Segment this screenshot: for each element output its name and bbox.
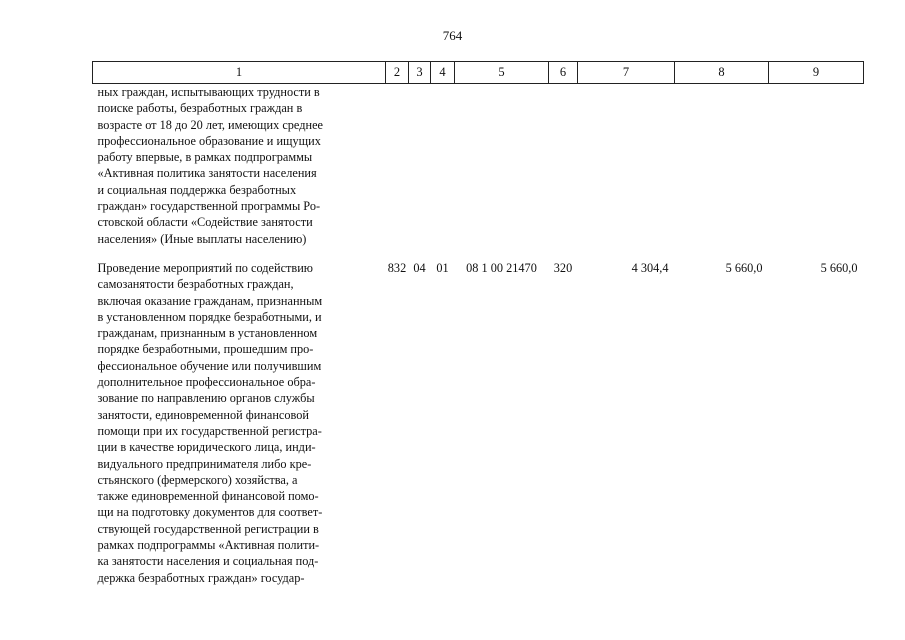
page-number: 764 [442,28,463,43]
description-line: держка безработных граждан» государ- [97,570,305,585]
description-line: рамках подпрограммы «Активная полити- [97,538,320,553]
description-line: стьянского (фермерского) хозяйства, а [97,472,298,487]
description-line: граждан» государственной программы Ро- [97,199,321,214]
description-line: Проведение мероприятий по содействию [97,260,313,275]
cell-amount-3: 5 660,0 [820,260,858,275]
table-row [93,260,864,586]
cell-target-article [455,84,549,260]
cell-expense-type [549,84,578,260]
description-line: порядке безработными, прошедшим про- [97,342,314,357]
row-description [93,260,386,586]
description-line: работу впервые, в рамках подпрограммы [97,150,313,165]
description-line: щи на подготовку документов для соответ- [97,505,323,520]
description-line: включая оказание гражданам, признанным [97,293,323,308]
description-line: ции в качестве юридического лица, инди- [97,440,316,455]
description-line: в установленном порядке безработными, и [97,309,322,324]
description-line: ствующей государственной регистрации в [97,521,319,536]
column-header-7: 7 [578,62,675,84]
description-line: помощи при их государственной регистра- [97,423,322,438]
cell-amount-1: 4 304,4 [631,260,669,275]
cell-subsection: 01 [436,260,449,275]
column-header-5: 5 [455,62,549,84]
cell-subsection [431,84,455,260]
budget-table [92,61,864,586]
row-description [93,84,386,260]
description-line: профессиональное образование и ищущих [97,133,321,148]
description-line: стовской области «Содействие занятости [97,215,313,230]
cell-amount-2 [675,84,769,260]
column-header-6: 6 [549,62,578,84]
description-line: занятости, единовременной финансовой [97,407,309,422]
description-line: поиске работы, безработных граждан в [97,101,303,116]
column-header-2: 2 [386,62,409,84]
cell-expense-type: 320 [553,260,573,275]
cell-section [409,84,431,260]
cell-amount-1 [578,84,675,260]
description-line: ка занятости населения и социальная под- [97,554,319,569]
cell-amount-2: 5 660,0 [725,260,763,275]
column-header-9: 9 [769,62,864,84]
cell-section: 04 [413,260,426,275]
description-line: также единовременной финансовой помо- [97,489,319,504]
description-line: «Активная политика занятости населения [97,166,317,181]
description-line: видуального предпринимателя либо кре- [97,456,312,471]
cell-amount-3 [769,84,864,260]
column-header-4: 4 [431,62,455,84]
description-line: фессиональное обучение или получившим [97,358,322,373]
column-header-1: 1 [93,62,386,84]
column-header-8: 8 [675,62,769,84]
cell-ministry-code: 832 [387,260,407,275]
description-line: ных граждан, испытывающих трудности в [97,85,320,99]
cell-ministry-code [386,84,409,260]
description-line: населения» (Иные выплаты населению) [97,231,307,246]
description-line: гражданам, признанным в установленном [97,326,318,341]
description-line: зование по направлению органов службы [97,391,315,406]
description-line: и социальная поддержка безработных [97,182,297,197]
column-header-3: 3 [409,62,431,84]
description-line: возрасте от 18 до 20 лет, имеющих среднее [97,117,323,132]
table-header-row [93,62,864,84]
table-row [93,84,864,260]
cell-target-article: 08 1 00 21470 [466,260,537,275]
description-line: самозанятости безработных граждан, [97,277,294,292]
description-line: дополнительное профессиональное обра- [97,375,316,390]
